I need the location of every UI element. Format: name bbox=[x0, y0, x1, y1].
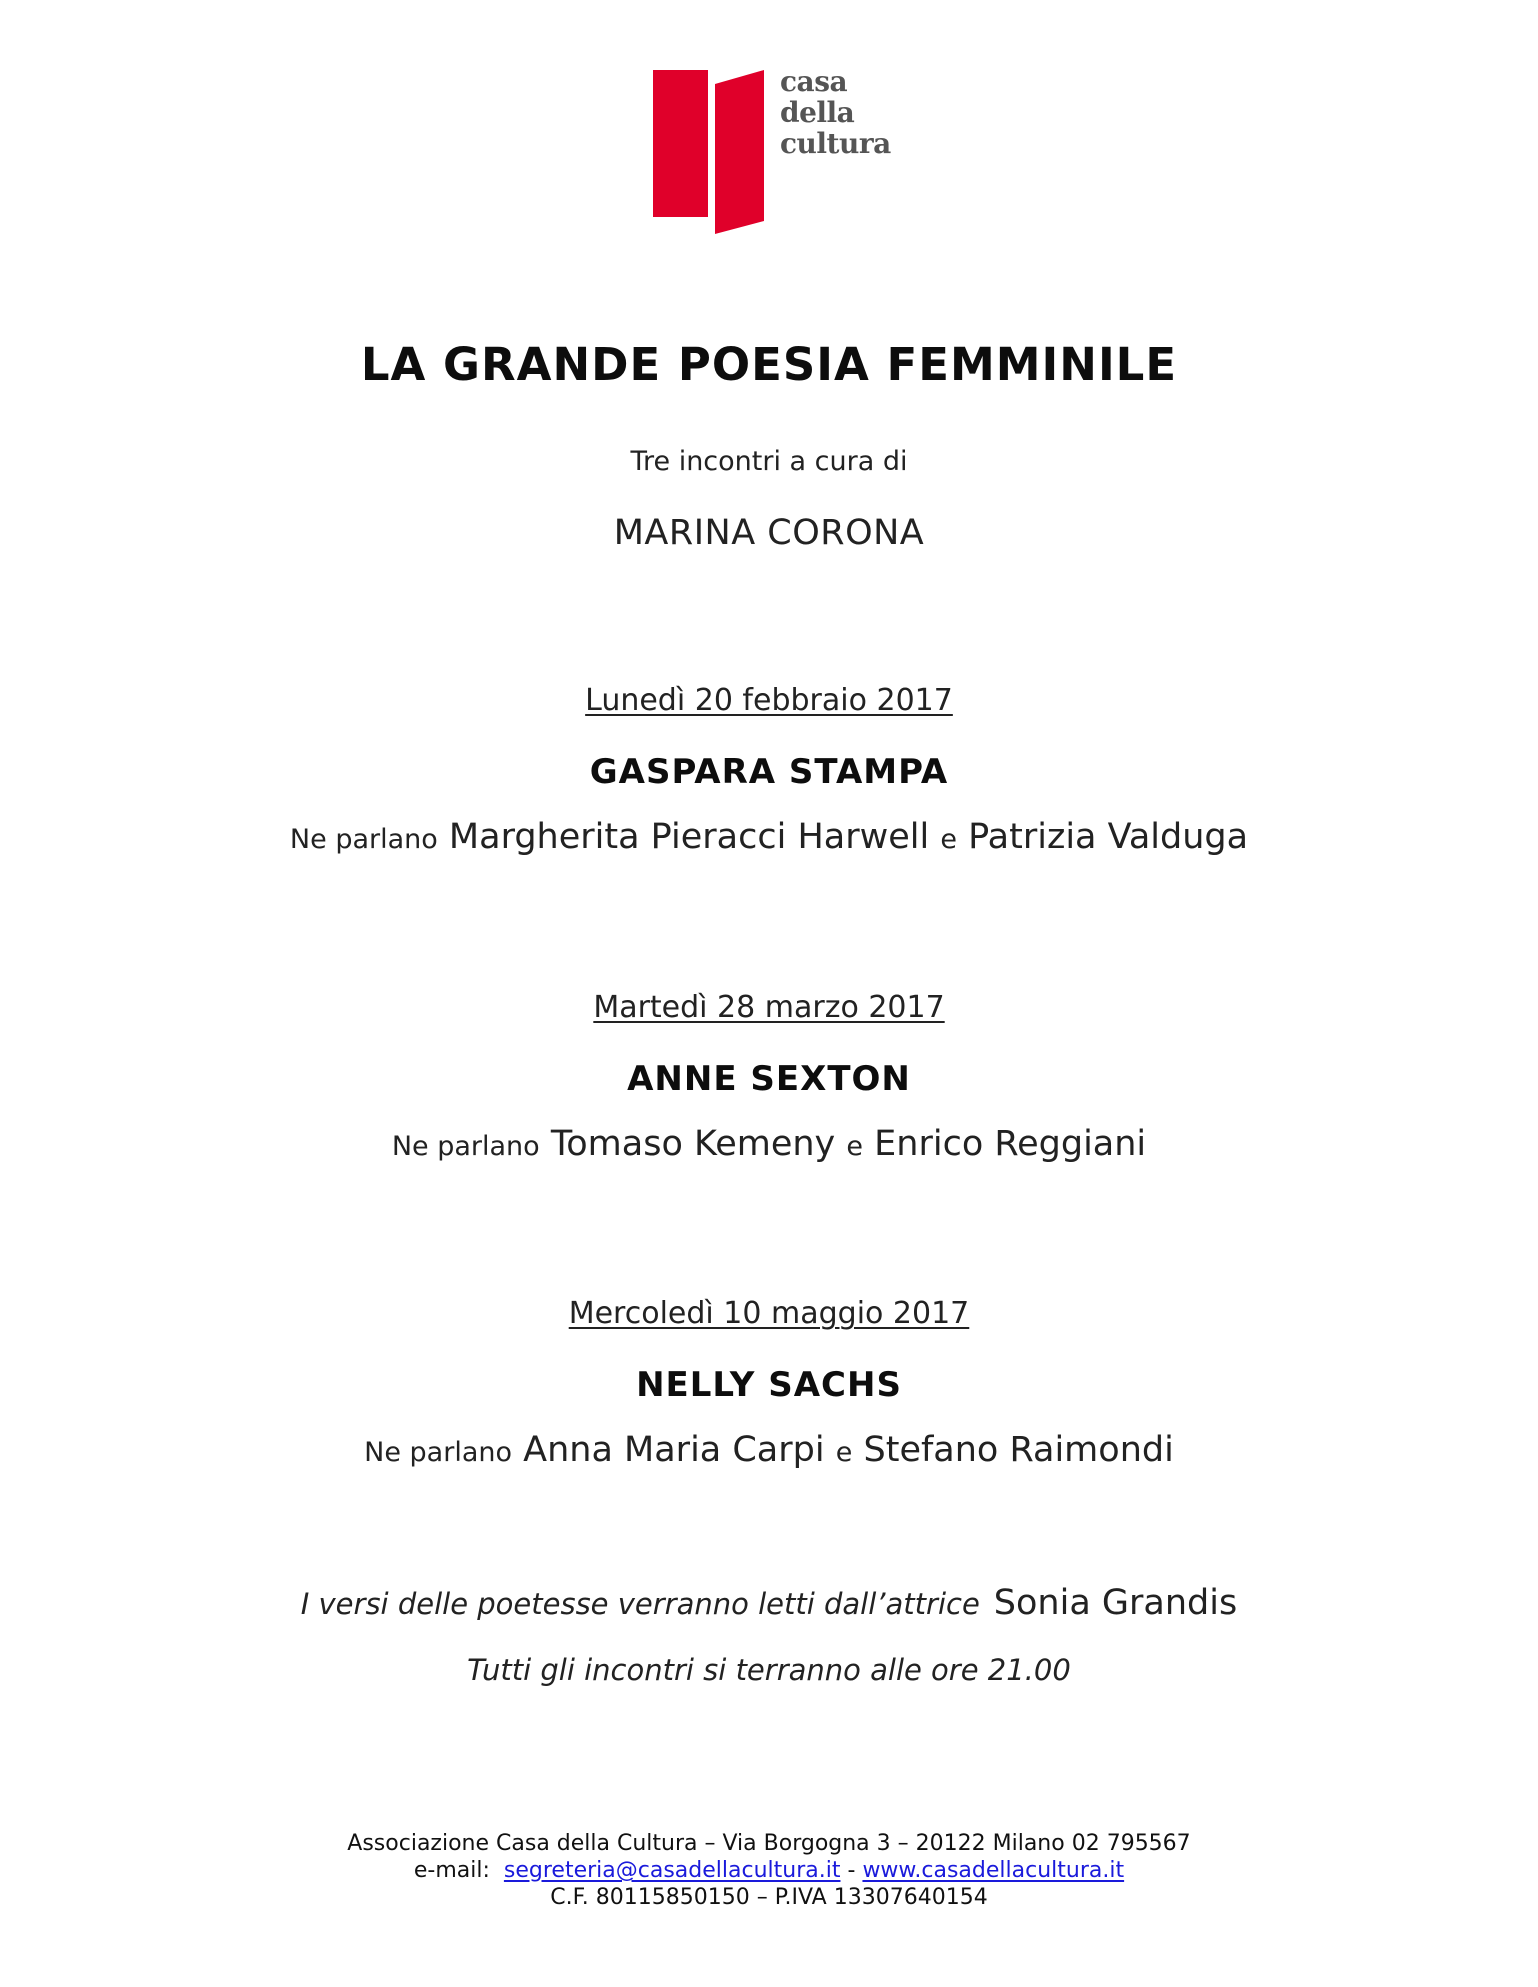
footer-contacts bbox=[0, 1857, 1538, 1884]
event-speakers bbox=[0, 1430, 1538, 1470]
subtitle: Tre incontri a cura di bbox=[630, 446, 908, 477]
speakers-intro: Ne parlano bbox=[289, 824, 438, 855]
event-speakers bbox=[0, 1124, 1538, 1164]
event-poet: ANNE SEXTON bbox=[627, 1059, 911, 1099]
speaker-name: Patrizia Valduga bbox=[968, 817, 1249, 857]
reader-name: Sonia Grandis bbox=[993, 1583, 1238, 1623]
speaker-name: Anna Maria Carpi bbox=[523, 1430, 825, 1470]
footer-separator: - bbox=[847, 1858, 856, 1883]
speakers-intro: Ne parlano bbox=[364, 1437, 513, 1468]
logo-line: cultura bbox=[780, 127, 891, 160]
event-date-row bbox=[0, 683, 1538, 718]
time-note: Tutti gli incontri si terranno alle ore 21.00 bbox=[467, 1653, 1071, 1687]
logo-line: casa bbox=[780, 65, 848, 98]
speakers-conjunction: e bbox=[835, 1437, 853, 1468]
speaker-name: Margherita Pieracci Harwell bbox=[448, 817, 930, 857]
email-link[interactable]: segreteria@casadellacultura.it bbox=[503, 1858, 841, 1883]
event-poet: NELLY SACHS bbox=[636, 1365, 902, 1405]
page-title: LA GRANDE POESIA FEMMINILE bbox=[360, 338, 1178, 391]
reader-text: I versi delle poetesse verranno letti dall’attrice bbox=[300, 1587, 980, 1621]
reader-note bbox=[0, 1583, 1538, 1623]
speakers-intro: Ne parlano bbox=[391, 1131, 540, 1162]
event-date-row bbox=[0, 990, 1538, 1025]
speaker-name: Tomaso Kemeny bbox=[550, 1124, 836, 1164]
speaker-name: Enrico Reggiani bbox=[874, 1124, 1147, 1164]
event-poet: GASPARA STAMPA bbox=[589, 752, 949, 792]
event-date: Martedì 28 marzo 2017 bbox=[593, 990, 945, 1025]
logo-line: della bbox=[780, 96, 855, 129]
website-link[interactable]: www.casadellacultura.it bbox=[862, 1858, 1125, 1883]
logo-wordmark bbox=[780, 66, 891, 159]
speakers-conjunction: e bbox=[940, 824, 957, 855]
footer-address: Associazione Casa della Cultura – Via Borgogna 3 – 20122 Milano 02 795567 bbox=[347, 1831, 1191, 1856]
speaker-name: Stefano Raimondi bbox=[863, 1430, 1174, 1470]
casa-della-cultura-logo bbox=[650, 66, 900, 236]
event-date: Mercoledì 10 maggio 2017 bbox=[568, 1296, 970, 1331]
footer-tax-info: C.F. 80115850150 – P.IVA 13307640154 bbox=[550, 1885, 988, 1910]
speakers-conjunction: e bbox=[846, 1131, 864, 1162]
event-date: Lunedì 20 febbraio 2017 bbox=[585, 683, 953, 718]
email-label: e-mail: bbox=[413, 1858, 490, 1883]
red-book-icon bbox=[650, 66, 770, 236]
event-date-row bbox=[0, 1296, 1538, 1331]
curator-name: MARINA CORONA bbox=[613, 513, 925, 553]
event-speakers bbox=[0, 817, 1538, 857]
